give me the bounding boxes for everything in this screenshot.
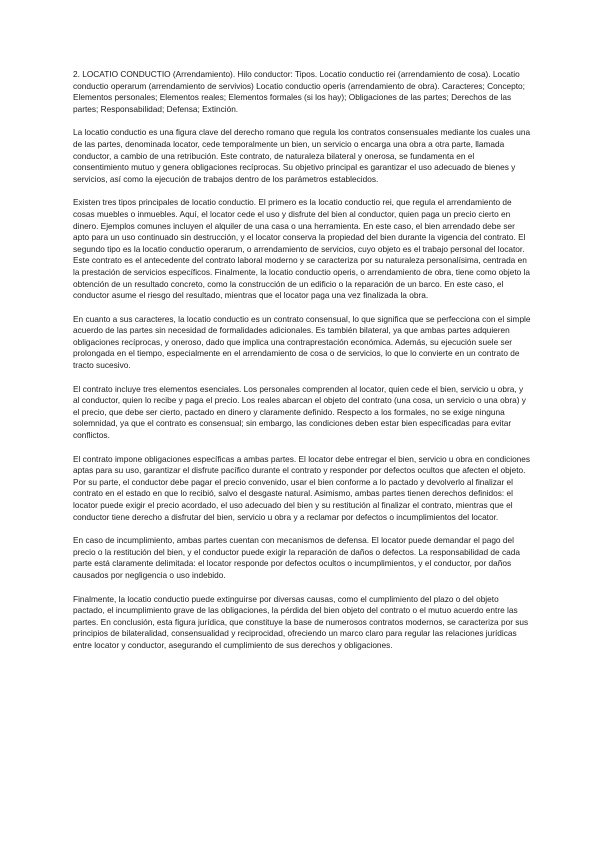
paragraph-types: Existen tres tipos principales de locatio conductio. El primero es la locatio conductio rei, que regula el arrendamiento de cosas muebles o inmuebles. Aquí, el locator cede el uso y disfrute del bien al conductor, quien paga un precio cierto en dinero. Ejemplos comunes incluyen el alquiler de una casa o una herramienta. En este caso, el bien arrendado debe ser apto para un uso continuado sin destrucción, y el locator conserva la propiedad del bien durante la vigencia del contrato. El segundo tipo es la locatio conductio operarum, o arrendamiento de servicios, cuyo objeto es el trabajo personal del locator. Este contrato es el antecedente del contrato laboral moderno y se caracteriza por su naturaleza personalísima, centrada en la prestación de servicios específicos. Finalmente, la locatio conductio operis, o arrendamiento de obra, tiene como objeto la obtención de un resultado concreto, como la construcción de un edificio o la reparación de un barco. En este caso, el conductor asume el riesgo del resultado, mientras que el locator paga una vez finalizada la obra.: [73, 197, 531, 301]
document-body: [73, 69, 531, 664]
paragraph-obligations: El contrato impone obligaciones específicas a ambas partes. El locator debe entregar el bien, servicio u obra en condiciones aptas para su uso, garantizar el disfrute pacífico durante el contrato y responder por defectos ocultos que afecten el objeto. Por su parte, el conductor debe pagar el precio convenido, usar el bien conforme a lo pactado y devolverlo al finalizar el contrato en el estado en que lo recibió, salvo el desgaste natural. Asimismo, ambas partes tienen derechos definidos: el locator puede exigir el precio acordado, el uso adecuado del bien y su restitución al finalizar el contrato, mientras que el conductor tiene derecho a disfrutar del bien, servicio u obra y a reclamar por defectos o incumplimientos del locator.: [73, 453, 531, 522]
paragraph-defense: En caso de incumplimiento, ambas partes cuentan con mecanismos de defensa. El locator puede demandar el pago del precio o la restitución del bien, y el conductor puede exigir la reparación de daños o defectos. La responsabilidad de cada parte está claramente delimitada: el locator responde por defectos ocultos o incumplimientos, y el conductor, por daños causados por negligencia o uso indebido.: [73, 535, 520, 580]
paragraph-introduction: La locatio conductio es una figura clave del derecho romano que regula los contratos consensuales mediante los cuales una de las partes, denominada locator, cede temporalmente un bien, un servicio o encarga una obra a otra parte, llamada conductor, a cambio de una retribución. Este contrato, de naturaleza bilateral y onerosa, se fundamenta en el consentimiento mutuo y genera obligaciones recíprocas. Su objetivo principal es garantizar el uso adecuado de bienes y servicios, así como la ejecución de trabajos dentro de los parámetros establecidos.: [73, 127, 531, 184]
section-heading: 2. LOCATIO CONDUCTIO (Arrendamiento). Hilo conductor: Tipos. Locatio conductio rei (arrendamiento de cosa). Locatio conductio operarum (arrendamiento de servivios) Locatio conductio operis (arrendamiento de obra). Caracteres; Concepto; Elementos personales; Elementos reales; Elementos formales (si los hay); Obligaciones de las partes; Derechos de las partes; Responsabilidad; Defensa; Extinción.: [73, 69, 525, 114]
paragraph-characteristics: En cuanto a sus caracteres, la locatio conductio es un contrato consensual, lo que significa que se perfecciona con el simple acuerdo de las partes sin necesidad de formalidades adicionales. Es también bilateral, ya que ambas partes adquieren obligaciones recíprocas, y oneroso, dado que implica una contraprestación económica. Además, su ejecución suele ser prolongada en el tiempo, especialmente en el arrendamiento de cosa o de servicios, lo que lo convierte en un contrato de tracto sucesivo.: [73, 313, 531, 371]
paragraph-elements: El contrato incluye tres elementos esenciales. Los personales comprenden al locator, quien cede el bien, servicio u obra, y al conductor, quien lo recibe y paga el precio. Los reales abarcan el objeto del contrato (una cosa, un servicio o una obra) y el precio, que debe ser cierto, pactado en dinero y claramente definido. Respecto a los formales, no se exige ninguna solemnidad, ya que el contrato es consensual; sin embargo, las condiciones deben estar bien especificadas para evitar conflictos.: [73, 383, 526, 441]
paragraph-extinction: Finalmente, la locatio conductio puede extinguirse por diversas causas, como el cumplimiento del plazo o del objeto pactado, el incumplimiento grave de las obligaciones, la pérdida del bien objeto del contrato o el mutuo acuerdo entre las partes. En conclusión, esta figura jurídica, que constituye la base de numerosos contratos modernos, se caracteriza por sus principios de bilateralidad, consensualidad y reciprocidad, ofreciendo un marco claro para regular las relaciones jurídicas entre locator y conductor, asegurando el cumplimiento de sus derechos y obligaciones.: [73, 593, 529, 650]
